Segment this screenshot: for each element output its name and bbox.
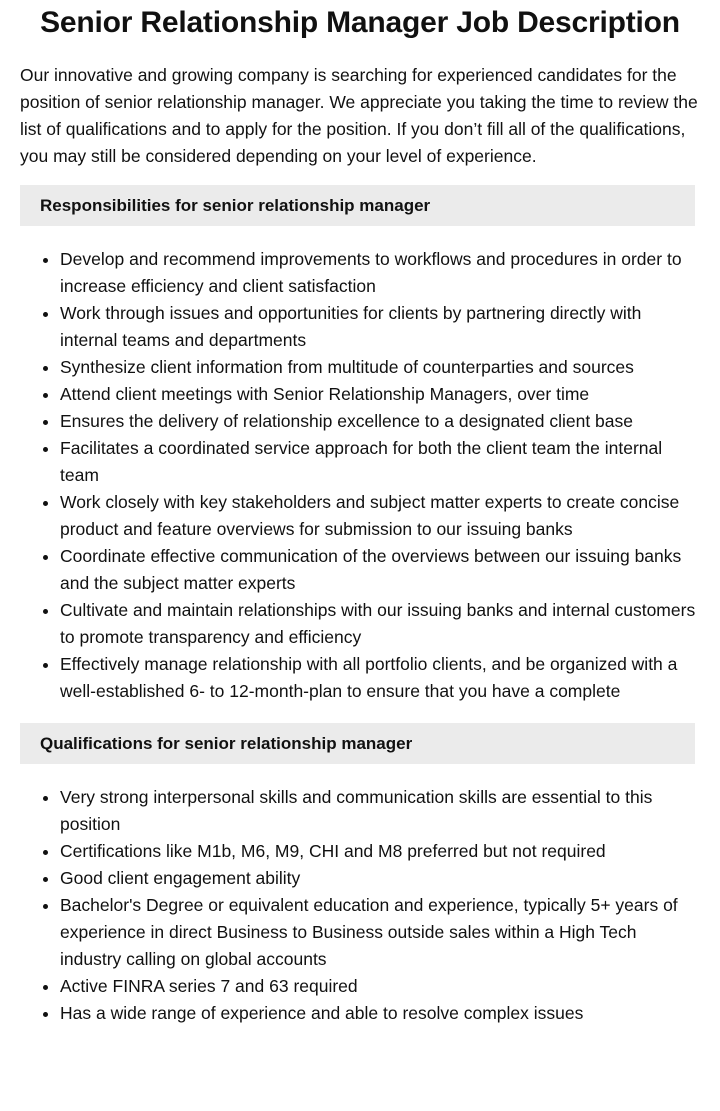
list-item: • Bachelor's Degree or equivalent education and experience, typically 5+ years of experience in direct Business to Business outside sales within a High Tech industry calling on global accounts [60,892,700,973]
list-item: • Active FINRA series 7 and 63 required [60,973,700,1000]
qualifications-list [0,784,720,1027]
list-item: • Facilitates a coordinated service approach for both the client team the internal team [60,435,700,489]
list-item: • Work through issues and opportunities for clients by partnering directly with internal teams and departments [60,300,700,354]
list-item: • Attend client meetings with Senior Relationship Managers, over time [60,381,700,408]
list-item: • Cultivate and maintain relationships with our issuing banks and internal customers to promote transparency and efficiency [60,597,700,651]
qualifications-heading: Qualifications for senior relationship manager [20,723,695,764]
list-item: • Work closely with key stakeholders and subject matter experts to create concise product and feature overviews for submission to our issuing banks [60,489,700,543]
list-item: • Synthesize client information from multitude of counterparties and sources [60,354,700,381]
list-item: • Very strong interpersonal skills and communication skills are essential to this position [60,784,700,838]
list-item: • Good client engagement ability [60,865,700,892]
page-title: Senior Relationship Manager Job Description [40,6,680,39]
intro-paragraph: Our innovative and growing company is searching for experienced candidates for the position of senior relationship manager. We appreciate you taking the time to review the list of qualifications and to apply for the position. If you don’t fill all of the qualifications, you may still be considered depending on your level of experience. [20,65,698,166]
responsibilities-list [0,246,720,705]
list-item: • Develop and recommend improvements to workflows and procedures in order to increase efficiency and client satisfaction [60,246,700,300]
list-item: • Coordinate effective communication of the overviews between our issuing banks and the subject matter experts [60,543,700,597]
list-item: • Effectively manage relationship with all portfolio clients, and be organized with a well-established 6- to 12-month-plan to ensure that you have a complete [60,651,700,705]
list-item: • Ensures the delivery of relationship excellence to a designated client base [60,408,700,435]
list-item: • Has a wide range of experience and able to resolve complex issues [60,1000,700,1027]
responsibilities-heading: Responsibilities for senior relationship manager [20,185,695,226]
list-item: • Certifications like M1b, M6, M9, CHI and M8 preferred but not required [60,838,700,865]
